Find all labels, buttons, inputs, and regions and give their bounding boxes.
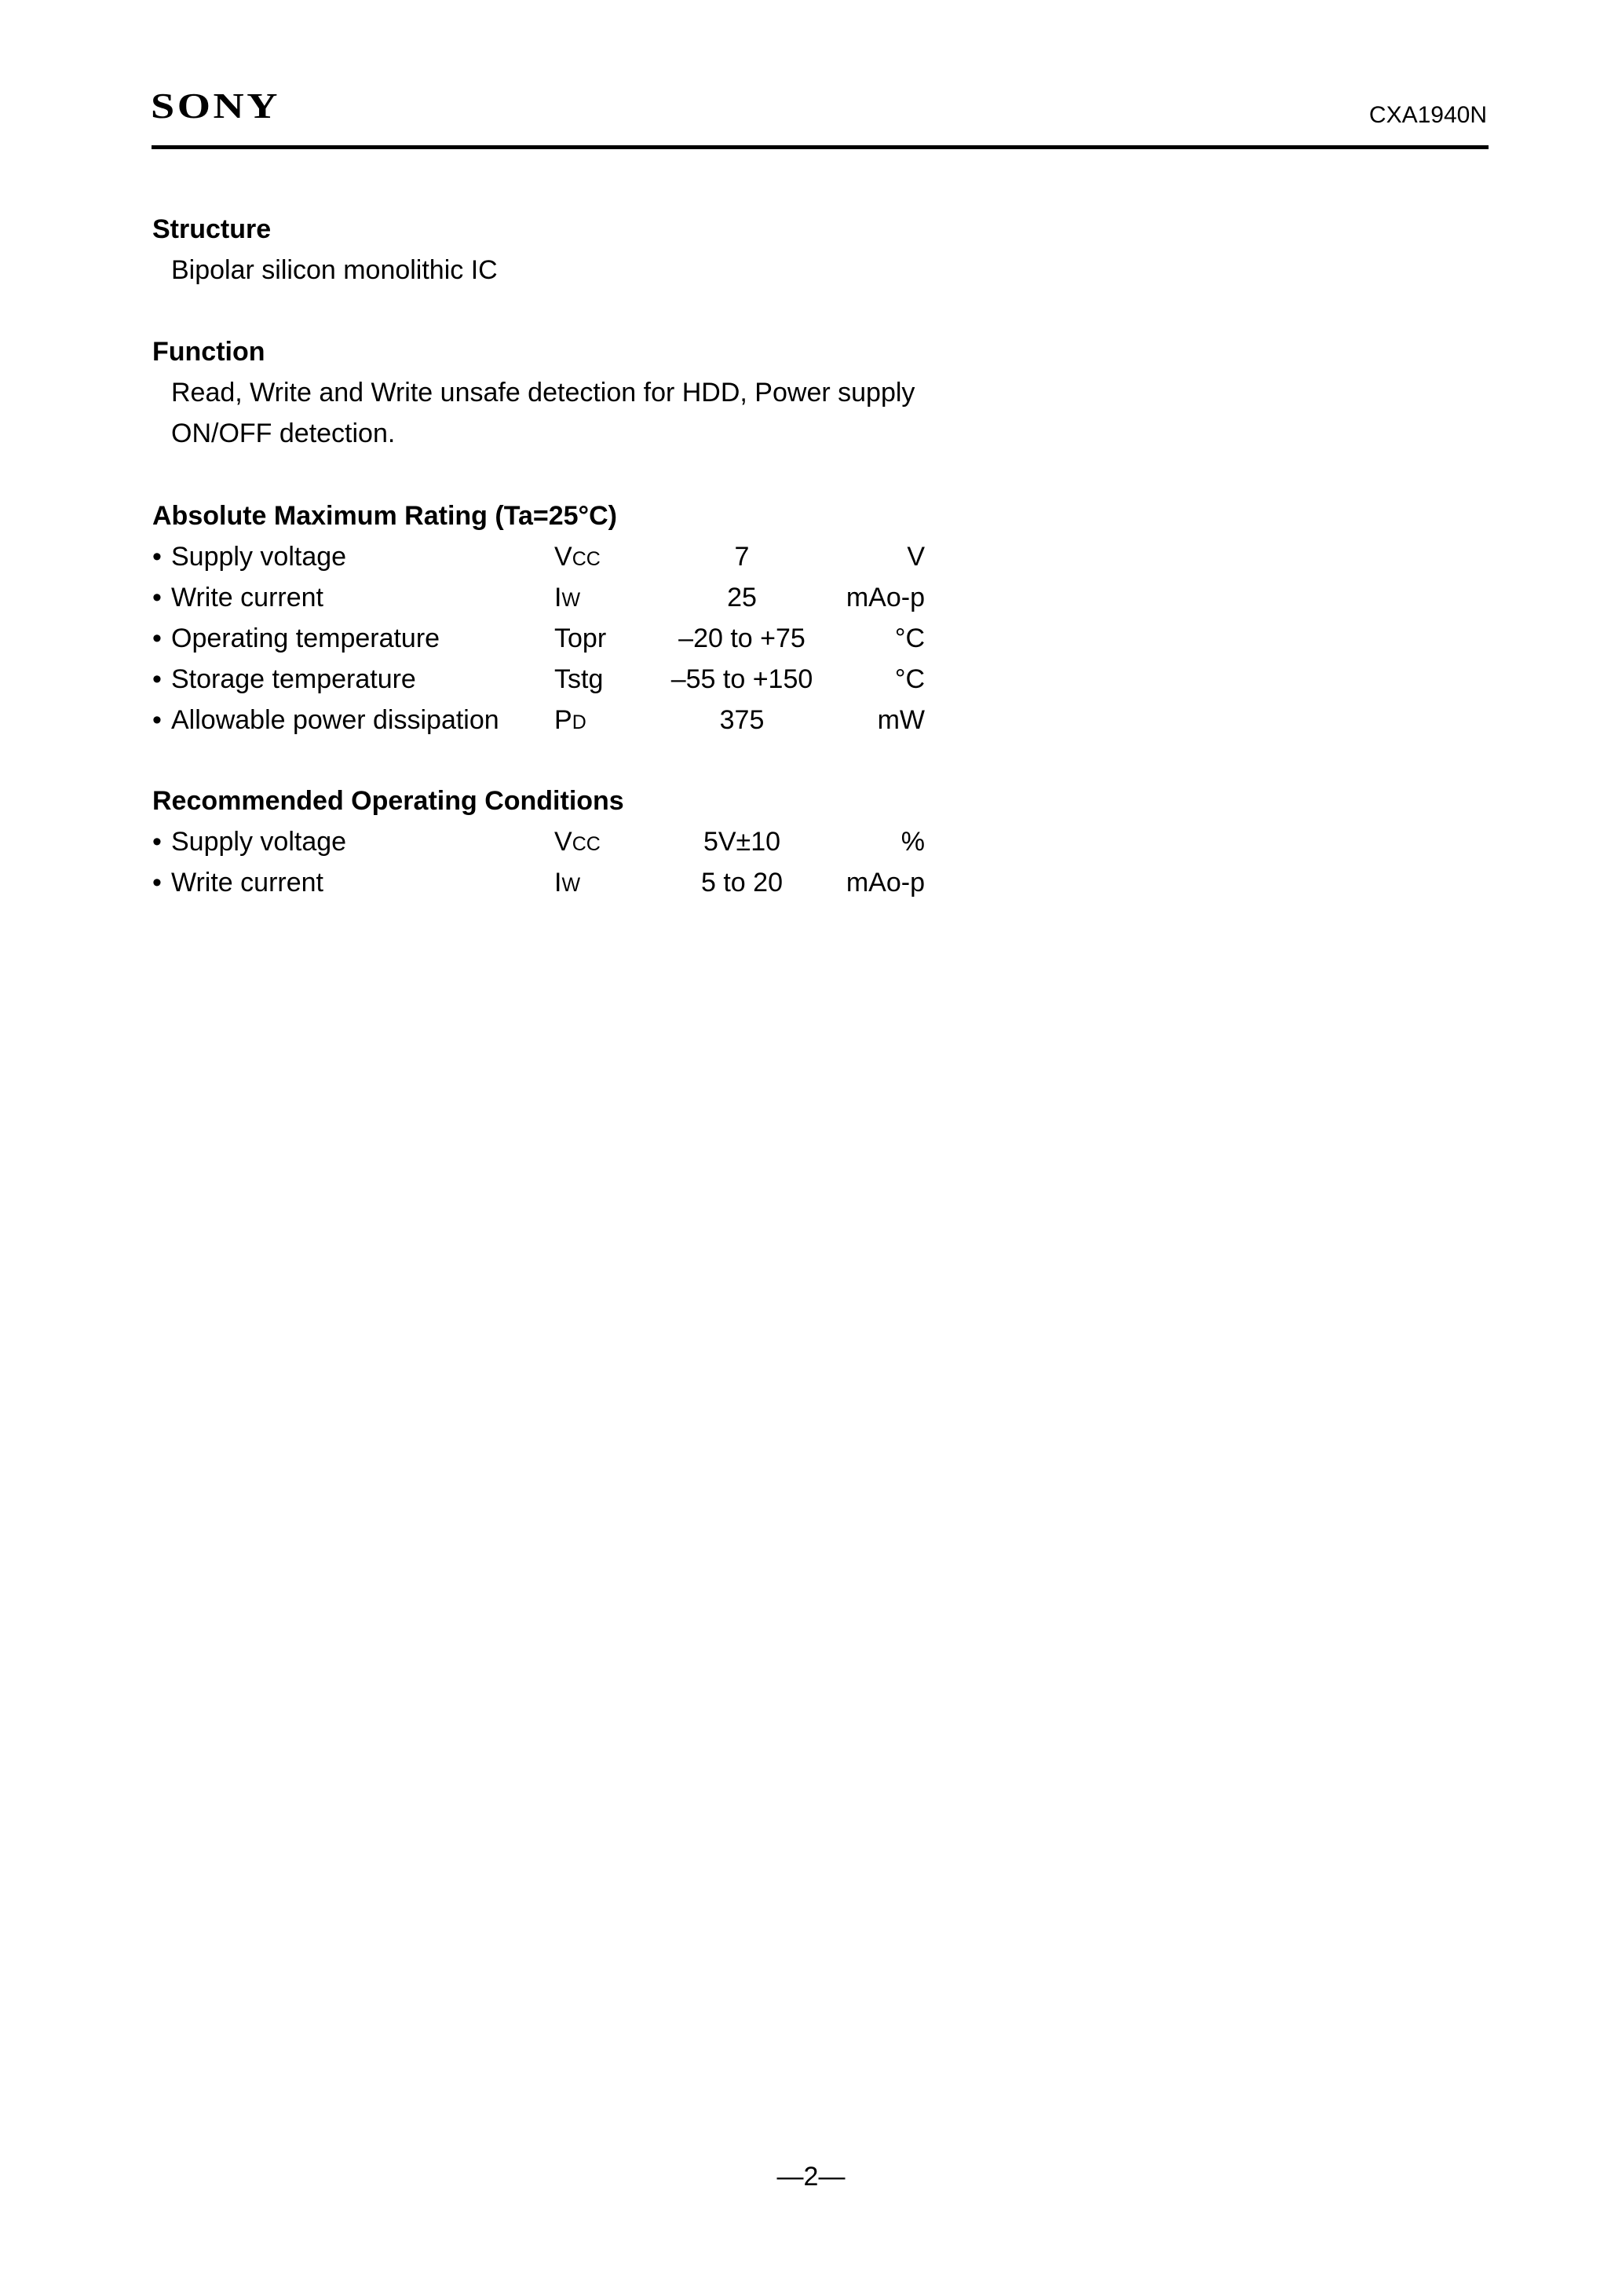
- unit: mAo-p: [846, 868, 925, 898]
- recommended-row: [152, 862, 930, 903]
- abs-max-row: [152, 700, 930, 740]
- unit: mW: [877, 705, 925, 735]
- sony-logo: SONY: [151, 86, 280, 126]
- abs-max-heading: Absolute Maximum Rating (Ta=25°C): [152, 501, 617, 531]
- bullet: •: [152, 542, 162, 572]
- symbol: PD: [554, 705, 586, 735]
- abs-max-row: [152, 618, 930, 659]
- param-name: Allowable power dissipation: [171, 705, 499, 735]
- value: 5V±10: [703, 827, 781, 857]
- param-name: Write current: [171, 583, 323, 612]
- function-heading: Function: [152, 337, 265, 367]
- bullet: •: [152, 583, 162, 612]
- symbol: Tstg: [554, 664, 604, 694]
- value: –20 to +75: [678, 623, 806, 653]
- header-rule: [152, 145, 1489, 149]
- symbol: VCC: [554, 542, 601, 572]
- param-name: Operating temperature: [171, 623, 440, 653]
- page-number: —2—: [776, 2162, 846, 2192]
- bullet: •: [152, 827, 162, 857]
- param-name: Supply voltage: [171, 827, 347, 857]
- structure-body: Bipolar silicon monolithic IC: [171, 255, 498, 285]
- structure-heading: Structure: [152, 214, 272, 244]
- value: 7: [734, 542, 750, 572]
- bullet: •: [152, 868, 162, 898]
- function-line-1: Read, Write and Write unsafe detection for HDD, Power supply: [171, 378, 915, 408]
- symbol: Topr: [554, 623, 607, 653]
- unit: %: [901, 827, 925, 857]
- abs-max-row: [152, 536, 930, 577]
- bullet: •: [152, 664, 162, 694]
- unit: mAo-p: [846, 583, 925, 612]
- param-name: Write current: [171, 868, 323, 898]
- unit: °C: [894, 664, 925, 694]
- unit: °C: [894, 623, 925, 653]
- value: 5 to 20: [701, 868, 783, 898]
- param-name: Storage temperature: [171, 664, 416, 694]
- recommended-heading: Recommended Operating Conditions: [152, 786, 624, 816]
- param-name: Supply voltage: [171, 542, 347, 572]
- value: 375: [719, 705, 765, 735]
- symbol: IW: [554, 583, 581, 612]
- value: –55 to +150: [670, 664, 813, 694]
- unit: V: [907, 542, 925, 572]
- symbol: VCC: [554, 827, 601, 857]
- abs-max-row: [152, 577, 930, 618]
- recommended-row: [152, 821, 930, 862]
- bullet: •: [152, 705, 162, 735]
- bullet: •: [152, 623, 162, 653]
- value: 25: [727, 583, 757, 612]
- abs-max-row: [152, 659, 930, 700]
- function-line-2: ON/OFF detection.: [171, 419, 396, 448]
- symbol: IW: [554, 868, 581, 898]
- part-number: CXA1940N: [1368, 102, 1487, 128]
